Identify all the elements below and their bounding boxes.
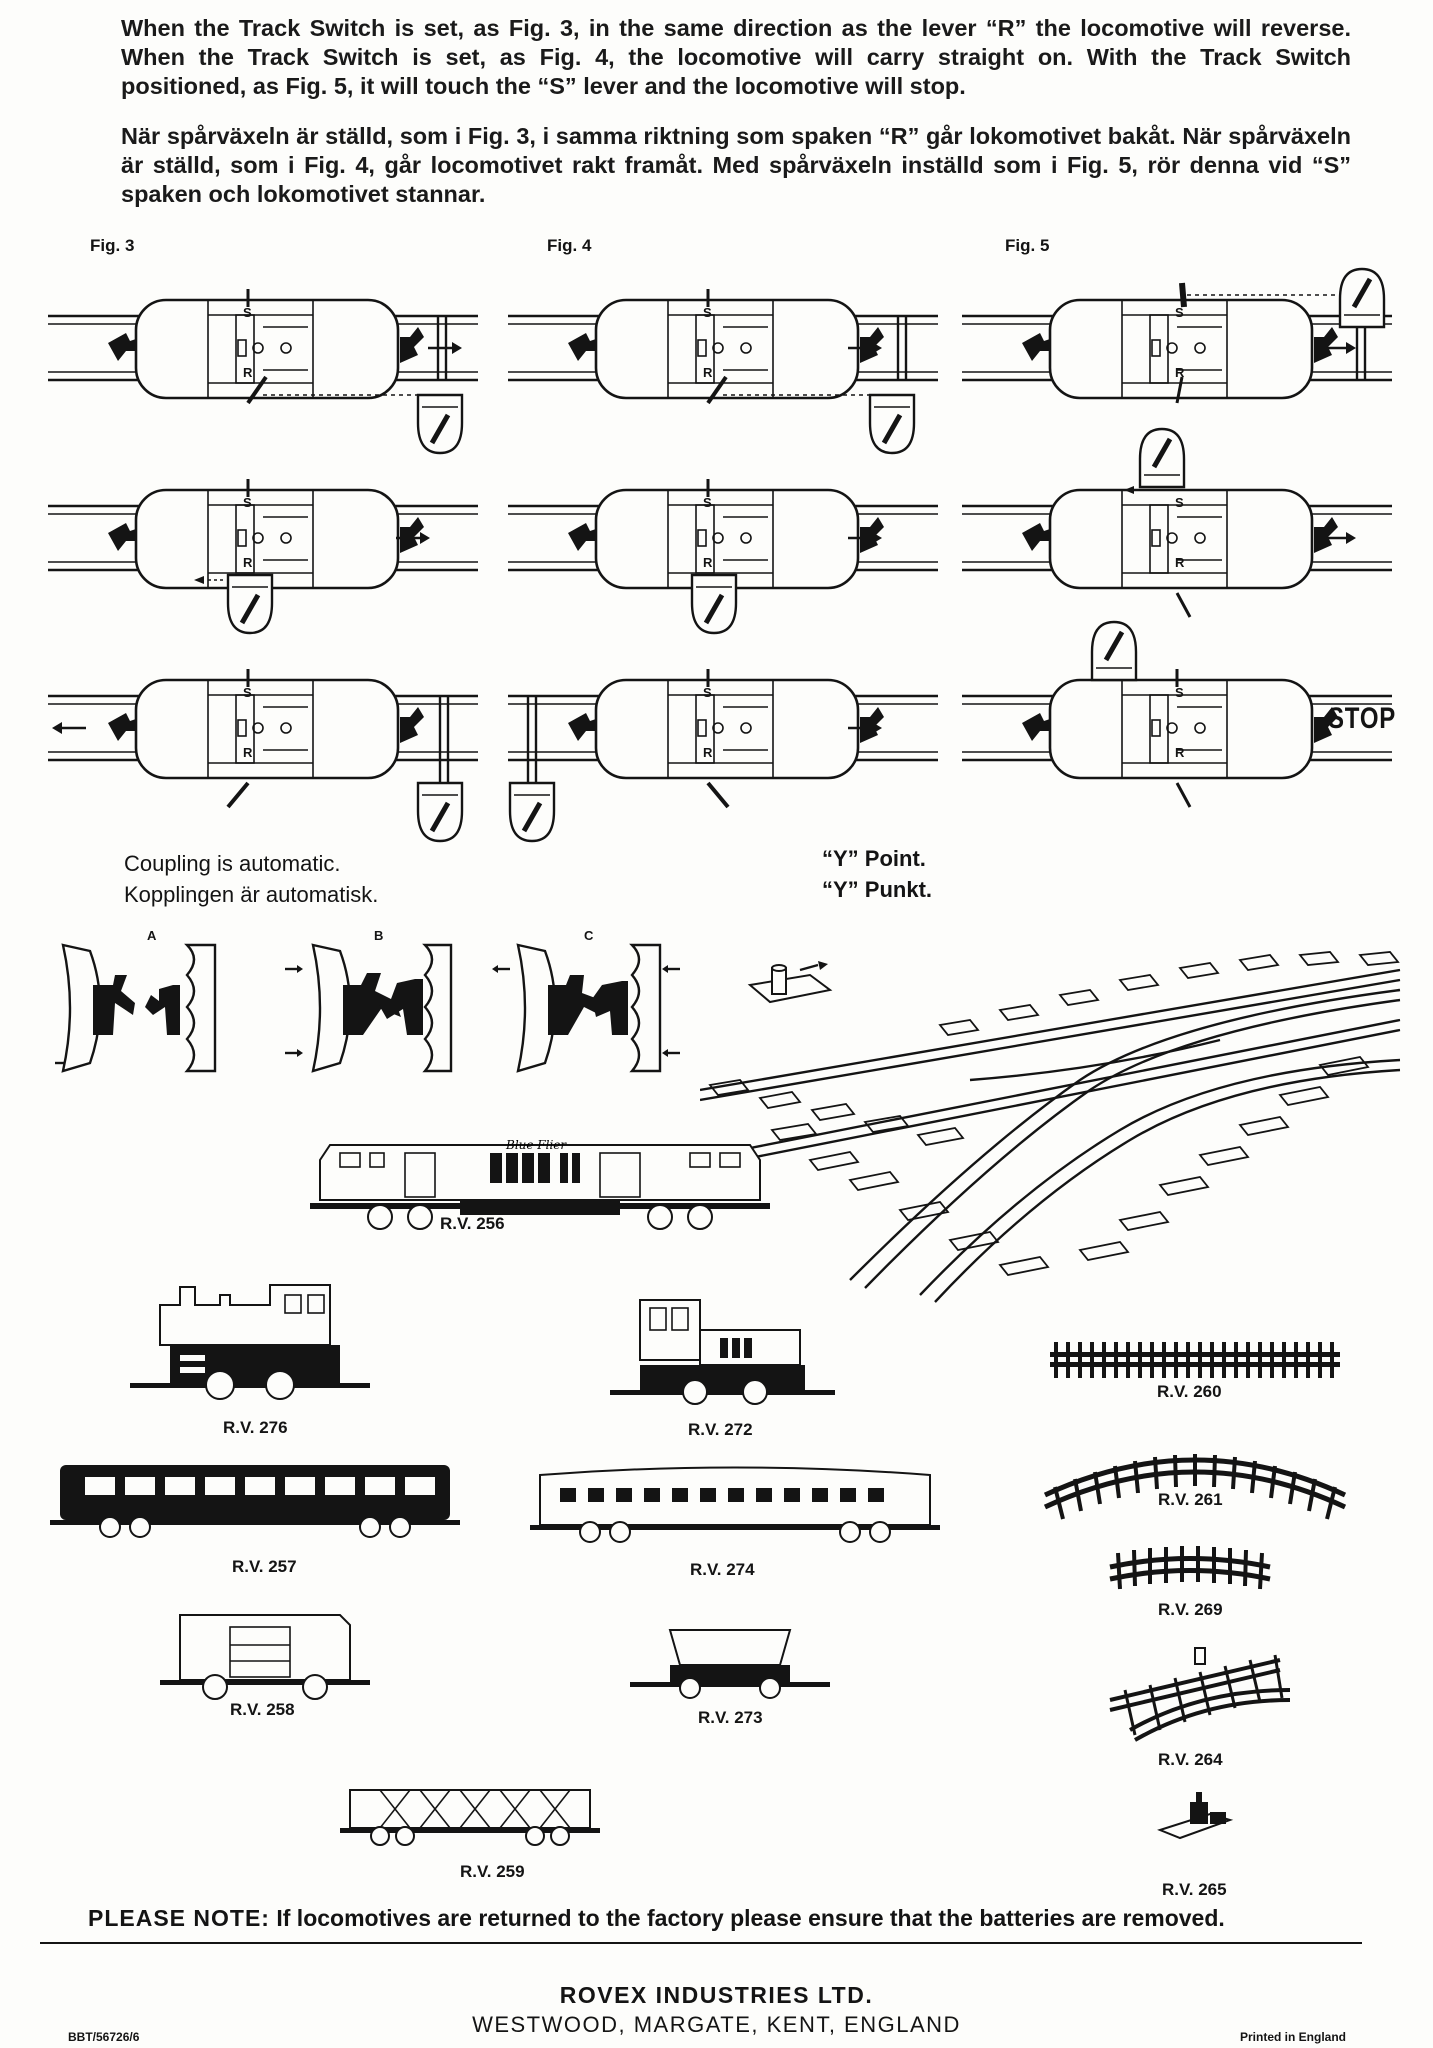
fig4-row3 [508, 669, 938, 841]
caption-rv265: R.V. 265 [1162, 1880, 1227, 1899]
loco-rv256 [310, 1138, 770, 1229]
track-rv265 [1160, 1792, 1230, 1838]
caption-rv276: R.V. 276 [223, 1418, 288, 1437]
lever-s-label: S [243, 305, 252, 320]
please-note-text: If locomotives are returned to the factory please ensure that the batteries are removed. [269, 1905, 1225, 1931]
coach-rv257 [50, 1465, 460, 1537]
caption-rv260: R.V. 260 [1157, 1382, 1222, 1401]
company-address: WESTWOOD, MARGATE, KENT, ENGLAND [472, 2012, 961, 2037]
coupling-c [492, 945, 680, 1071]
lever-r-label: R [703, 745, 713, 760]
company-name: ROVEX INDUSTRIES LTD. [559, 1982, 874, 2008]
fig4-label: Fig. 4 [547, 236, 592, 255]
coupling-label-b: B [374, 928, 384, 943]
caption-rv261: R.V. 261 [1158, 1490, 1223, 1509]
y-point-heading [822, 843, 932, 905]
wagon-rv259 [340, 1790, 600, 1845]
lever-r-label: R [243, 365, 253, 380]
intro-english: When the Track Switch is set, as Fig. 3, in the same direction as the lever “R” the locomotive will reverse. When the Track Switch is set, as Fig. 4, the locomotive will carry straight on. With the Track Switch positioned, as Fig. 5, it will touch the “S” lever and the locomotive will stop. [121, 15, 1351, 99]
caption-rv264: R.V. 264 [1158, 1750, 1223, 1769]
fig3-label: Fig. 3 [90, 236, 135, 255]
caption-rv272: R.V. 272 [688, 1420, 753, 1439]
wagon-rv258 [160, 1615, 370, 1699]
lever-r-label: R [703, 555, 713, 570]
track-rv260 [1050, 1342, 1340, 1378]
lever-r-label: R [243, 745, 253, 760]
track-rv269 [1110, 1546, 1270, 1589]
y-point-line-sv: “Y” Punkt. [822, 877, 933, 902]
track-rv264 [1110, 1648, 1290, 1740]
lever-r-label: R [1175, 745, 1185, 760]
lever-s-label: S [243, 685, 252, 700]
coupling-b [285, 945, 451, 1071]
lever-r-label: R [1175, 365, 1185, 380]
caption-rv259: R.V. 259 [460, 1862, 525, 1881]
lever-s-label: S [1175, 305, 1184, 320]
coupling-line-en: Coupling is automatic. [124, 851, 341, 876]
caption-rv273: R.V. 273 [698, 1708, 763, 1727]
fig3-row1 [48, 289, 478, 453]
caption-rv274: R.V. 274 [690, 1560, 755, 1579]
intro-swedish: När spårväxeln är ställd, som i Fig. 3, i samma riktning som spaken “R” går lokomotivet bakåt. När spårväxeln är ställd, som i Fig. 4, går locomotivet rakt framåt. Med spårväxeln inställd som i Fig. 5, rör denna vid “S” spaken och lokomotivet stannar. [121, 123, 1351, 207]
y-point-lever [750, 961, 830, 1002]
lever-s-label: S [703, 495, 712, 510]
lever-r-label: R [1175, 555, 1185, 570]
lever-s-label: S [243, 495, 252, 510]
fig5-row2 [962, 429, 1392, 617]
coupling-diagrams [50, 940, 690, 1080]
lever-r-label: R [703, 365, 713, 380]
lever-s-label: S [703, 685, 712, 700]
caption-rv256: R.V. 256 [440, 1214, 505, 1233]
fig3-row2 [48, 479, 478, 633]
y-point-line-en: “Y” Point. [822, 846, 926, 871]
loco-rv276 [130, 1285, 370, 1399]
stop-label: STOP [1328, 702, 1397, 735]
please-note [88, 1905, 1225, 1932]
printed-in: Printed in England [1240, 2030, 1347, 2044]
loco-script-label: Blue Flier [506, 1138, 567, 1152]
switch-diagrams [0, 255, 1433, 845]
coupling-label-c: C [584, 928, 594, 943]
caption-rv269: R.V. 269 [1158, 1600, 1223, 1619]
coupling-heading [124, 848, 378, 910]
caption-rv258: R.V. 258 [230, 1700, 295, 1719]
rolling-stock [40, 1100, 1040, 1860]
lever-s-label: S [703, 305, 712, 320]
caption-rv257: R.V. 257 [232, 1557, 297, 1576]
wagon-rv273 [630, 1630, 830, 1698]
fig4-row1 [508, 289, 938, 453]
print-code: BBT/56726/6 [68, 2030, 140, 2044]
coupling-label-a: A [147, 928, 157, 943]
coupling-a [55, 945, 215, 1071]
fig4-row2 [508, 479, 938, 633]
fig5-row1 [962, 269, 1392, 403]
fig3-row3 [48, 669, 478, 841]
fig5-label: Fig. 5 [1005, 236, 1050, 255]
coupling-line-sv: Kopplingen är automatisk. [124, 882, 379, 907]
lever-s-label: S [1175, 685, 1184, 700]
coach-rv274 [530, 1468, 940, 1543]
lever-r-label: R [243, 555, 253, 570]
lever-s-label: S [1175, 495, 1184, 510]
loco-rv272 [610, 1300, 835, 1404]
please-note-lead: PLEASE NOTE: [88, 1905, 270, 1931]
footer-divider [40, 1942, 1362, 1944]
